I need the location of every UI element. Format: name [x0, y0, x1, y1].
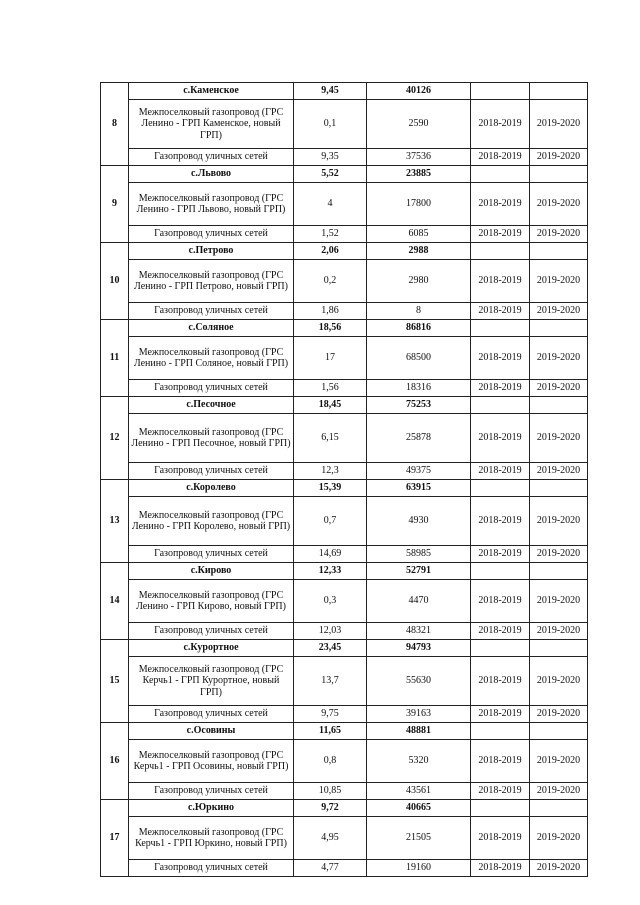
- village-row: [101, 723, 588, 740]
- village-name: с.Юркино: [129, 800, 294, 817]
- item-name: Межпоселковый газопровод (ГРС Ленино - ГРП Песочное, новый ГРП): [129, 414, 294, 463]
- item-name: Межпоселковый газопровод (ГРС Ленино - ГРП Соляное, новый ГРП): [129, 337, 294, 380]
- village-period-1: [471, 563, 530, 580]
- item-period-1: 2018-2019: [471, 100, 530, 149]
- item-period-2: 2019-2020: [530, 497, 588, 546]
- item-cost: 5320: [367, 740, 471, 783]
- item-period-2: 2019-2020: [530, 226, 588, 243]
- village-cost: 63915: [367, 480, 471, 497]
- village-period-2: [530, 480, 588, 497]
- intersettlement-pipeline-row: [101, 183, 588, 226]
- item-cost: 58985: [367, 546, 471, 563]
- item-period-2: 2019-2020: [530, 623, 588, 640]
- village-period-1: [471, 640, 530, 657]
- village-name: с.Кирово: [129, 563, 294, 580]
- village-number: 13: [101, 480, 129, 563]
- village-period-1: [471, 320, 530, 337]
- item-period-2: 2019-2020: [530, 657, 588, 706]
- item-cost: 4930: [367, 497, 471, 546]
- village-length: 9,45: [294, 83, 367, 100]
- item-name: Газопровод уличных сетей: [129, 546, 294, 563]
- item-period-2: 2019-2020: [530, 414, 588, 463]
- item-name: Газопровод уличных сетей: [129, 860, 294, 877]
- item-name: Межпоселковый газопровод (ГРС Ленино - ГРП Кирово, новый ГРП): [129, 580, 294, 623]
- village-cost: 40126: [367, 83, 471, 100]
- item-length: 9,35: [294, 149, 367, 166]
- village-row: [101, 397, 588, 414]
- village-row: [101, 640, 588, 657]
- item-name: Газопровод уличных сетей: [129, 706, 294, 723]
- item-name: Межпоселковый газопровод (ГРС Керчь1 - ГРП Юркино, новый ГРП): [129, 817, 294, 860]
- item-name: Межпоселковый газопровод (ГРС Ленино - ГРП Каменское, новый ГРП): [129, 100, 294, 149]
- item-name: Газопровод уличных сетей: [129, 783, 294, 800]
- item-length: 9,75: [294, 706, 367, 723]
- item-period-1: 2018-2019: [471, 623, 530, 640]
- item-cost: 19160: [367, 860, 471, 877]
- item-cost: 17800: [367, 183, 471, 226]
- village-cost: 40665: [367, 800, 471, 817]
- intersettlement-pipeline-row: [101, 100, 588, 149]
- village-cost: 75253: [367, 397, 471, 414]
- item-length: 1,52: [294, 226, 367, 243]
- item-cost: 2980: [367, 260, 471, 303]
- item-name: Межпоселковый газопровод (ГРС Ленино - ГРП Петрово, новый ГРП): [129, 260, 294, 303]
- intersettlement-pipeline-row: [101, 657, 588, 706]
- street-network-row: [101, 706, 588, 723]
- intersettlement-pipeline-row: [101, 740, 588, 783]
- item-period-2: 2019-2020: [530, 100, 588, 149]
- item-length: 0,3: [294, 580, 367, 623]
- item-period-1: 2018-2019: [471, 817, 530, 860]
- village-name: с.Соляное: [129, 320, 294, 337]
- item-period-2: 2019-2020: [530, 337, 588, 380]
- item-period-1: 2018-2019: [471, 546, 530, 563]
- village-cost: 23885: [367, 166, 471, 183]
- intersettlement-pipeline-row: [101, 580, 588, 623]
- village-period-1: [471, 166, 530, 183]
- village-period-2: [530, 243, 588, 260]
- street-network-row: [101, 783, 588, 800]
- village-length: 18,56: [294, 320, 367, 337]
- village-name: с.Львово: [129, 166, 294, 183]
- item-cost: 43561: [367, 783, 471, 800]
- item-cost: 4470: [367, 580, 471, 623]
- village-number: 10: [101, 243, 129, 320]
- item-name: Газопровод уличных сетей: [129, 226, 294, 243]
- village-row: [101, 320, 588, 337]
- village-number: 11: [101, 320, 129, 397]
- village-number: 14: [101, 563, 129, 640]
- item-cost: 48321: [367, 623, 471, 640]
- item-cost: 39163: [367, 706, 471, 723]
- village-name: с.Петрово: [129, 243, 294, 260]
- item-period-1: 2018-2019: [471, 183, 530, 226]
- village-number: 8: [101, 83, 129, 166]
- item-length: 0,1: [294, 100, 367, 149]
- village-period-2: [530, 397, 588, 414]
- item-period-1: 2018-2019: [471, 149, 530, 166]
- village-length: 23,45: [294, 640, 367, 657]
- village-period-2: [530, 723, 588, 740]
- intersettlement-pipeline-row: [101, 414, 588, 463]
- village-period-2: [530, 800, 588, 817]
- item-period-1: 2018-2019: [471, 226, 530, 243]
- village-number: 16: [101, 723, 129, 800]
- item-name: Газопровод уличных сетей: [129, 303, 294, 320]
- item-cost: 49375: [367, 463, 471, 480]
- village-length: 2,06: [294, 243, 367, 260]
- item-length: 14,69: [294, 546, 367, 563]
- street-network-row: [101, 463, 588, 480]
- village-period-2: [530, 320, 588, 337]
- village-number: 12: [101, 397, 129, 480]
- intersettlement-pipeline-row: [101, 337, 588, 380]
- item-name: Газопровод уличных сетей: [129, 463, 294, 480]
- intersettlement-pipeline-row: [101, 817, 588, 860]
- item-period-2: 2019-2020: [530, 783, 588, 800]
- item-cost: 8: [367, 303, 471, 320]
- item-period-1: 2018-2019: [471, 380, 530, 397]
- item-cost: 25878: [367, 414, 471, 463]
- village-name: с.Королево: [129, 480, 294, 497]
- village-period-2: [530, 166, 588, 183]
- item-cost: 6085: [367, 226, 471, 243]
- intersettlement-pipeline-row: [101, 260, 588, 303]
- item-period-2: 2019-2020: [530, 860, 588, 877]
- item-period-1: 2018-2019: [471, 414, 530, 463]
- item-length: 1,56: [294, 380, 367, 397]
- village-length: 11,65: [294, 723, 367, 740]
- village-period-2: [530, 83, 588, 100]
- item-name: Газопровод уличных сетей: [129, 623, 294, 640]
- item-cost: 55630: [367, 657, 471, 706]
- item-period-2: 2019-2020: [530, 183, 588, 226]
- village-length: 12,33: [294, 563, 367, 580]
- item-name: Межпоселковый газопровод (ГРС Ленино - ГРП Королево, новый ГРП): [129, 497, 294, 546]
- village-cost: 86816: [367, 320, 471, 337]
- item-period-1: 2018-2019: [471, 860, 530, 877]
- village-number: 17: [101, 800, 129, 877]
- street-network-row: [101, 623, 588, 640]
- village-cost: 94793: [367, 640, 471, 657]
- village-cost: 48881: [367, 723, 471, 740]
- village-cost: 52791: [367, 563, 471, 580]
- item-length: 4: [294, 183, 367, 226]
- village-name: с.Песочное: [129, 397, 294, 414]
- item-period-2: 2019-2020: [530, 817, 588, 860]
- village-period-2: [530, 640, 588, 657]
- street-network-row: [101, 546, 588, 563]
- village-length: 9,72: [294, 800, 367, 817]
- item-cost: 68500: [367, 337, 471, 380]
- item-period-2: 2019-2020: [530, 546, 588, 563]
- item-period-2: 2019-2020: [530, 463, 588, 480]
- item-name: Межпоселковый газопровод (ГРС Керчь1 - ГРП Осовины, новый ГРП): [129, 740, 294, 783]
- item-period-1: 2018-2019: [471, 463, 530, 480]
- village-row: [101, 480, 588, 497]
- item-period-2: 2019-2020: [530, 580, 588, 623]
- item-cost: 21505: [367, 817, 471, 860]
- item-period-1: 2018-2019: [471, 657, 530, 706]
- item-period-2: 2019-2020: [530, 380, 588, 397]
- village-name: с.Осовины: [129, 723, 294, 740]
- street-network-row: [101, 149, 588, 166]
- village-period-1: [471, 243, 530, 260]
- item-period-1: 2018-2019: [471, 783, 530, 800]
- item-period-1: 2018-2019: [471, 706, 530, 723]
- item-period-1: 2018-2019: [471, 740, 530, 783]
- item-cost: 2590: [367, 100, 471, 149]
- village-name: с.Курортное: [129, 640, 294, 657]
- item-period-2: 2019-2020: [530, 740, 588, 783]
- item-length: 17: [294, 337, 367, 380]
- village-cost: 2988: [367, 243, 471, 260]
- village-period-1: [471, 723, 530, 740]
- item-name: Межпоселковый газопровод (ГРС Ленино - ГРП Львово, новый ГРП): [129, 183, 294, 226]
- street-network-row: [101, 303, 588, 320]
- item-length: 10,85: [294, 783, 367, 800]
- village-period-1: [471, 800, 530, 817]
- item-cost: 37536: [367, 149, 471, 166]
- village-row: [101, 83, 588, 100]
- item-length: 0,8: [294, 740, 367, 783]
- item-period-2: 2019-2020: [530, 706, 588, 723]
- village-row: [101, 166, 588, 183]
- item-period-1: 2018-2019: [471, 337, 530, 380]
- item-period-2: 2019-2020: [530, 303, 588, 320]
- item-period-2: 2019-2020: [530, 260, 588, 303]
- village-period-1: [471, 480, 530, 497]
- village-name: с.Каменское: [129, 83, 294, 100]
- street-network-row: [101, 860, 588, 877]
- village-length: 15,39: [294, 480, 367, 497]
- item-name: Газопровод уличных сетей: [129, 149, 294, 166]
- item-length: 4,77: [294, 860, 367, 877]
- village-number: 9: [101, 166, 129, 243]
- village-length: 18,45: [294, 397, 367, 414]
- item-period-1: 2018-2019: [471, 497, 530, 546]
- gas-pipeline-table: [100, 82, 588, 877]
- item-length: 0,7: [294, 497, 367, 546]
- village-period-1: [471, 83, 530, 100]
- item-length: 13,7: [294, 657, 367, 706]
- item-name: Газопровод уличных сетей: [129, 380, 294, 397]
- item-length: 12,03: [294, 623, 367, 640]
- village-row: [101, 563, 588, 580]
- item-name: Межпоселковый газопровод (ГРС Керчь1 - ГРП Курортное, новый ГРП): [129, 657, 294, 706]
- village-row: [101, 800, 588, 817]
- item-length: 0,2: [294, 260, 367, 303]
- village-length: 5,52: [294, 166, 367, 183]
- intersettlement-pipeline-row: [101, 497, 588, 546]
- street-network-row: [101, 226, 588, 243]
- item-length: 12,3: [294, 463, 367, 480]
- item-cost: 18316: [367, 380, 471, 397]
- item-length: 4,95: [294, 817, 367, 860]
- village-row: [101, 243, 588, 260]
- item-period-1: 2018-2019: [471, 580, 530, 623]
- street-network-row: [101, 380, 588, 397]
- item-period-2: 2019-2020: [530, 149, 588, 166]
- item-length: 6,15: [294, 414, 367, 463]
- item-length: 1,86: [294, 303, 367, 320]
- village-period-1: [471, 397, 530, 414]
- village-period-2: [530, 563, 588, 580]
- item-period-1: 2018-2019: [471, 260, 530, 303]
- village-number: 15: [101, 640, 129, 723]
- item-period-1: 2018-2019: [471, 303, 530, 320]
